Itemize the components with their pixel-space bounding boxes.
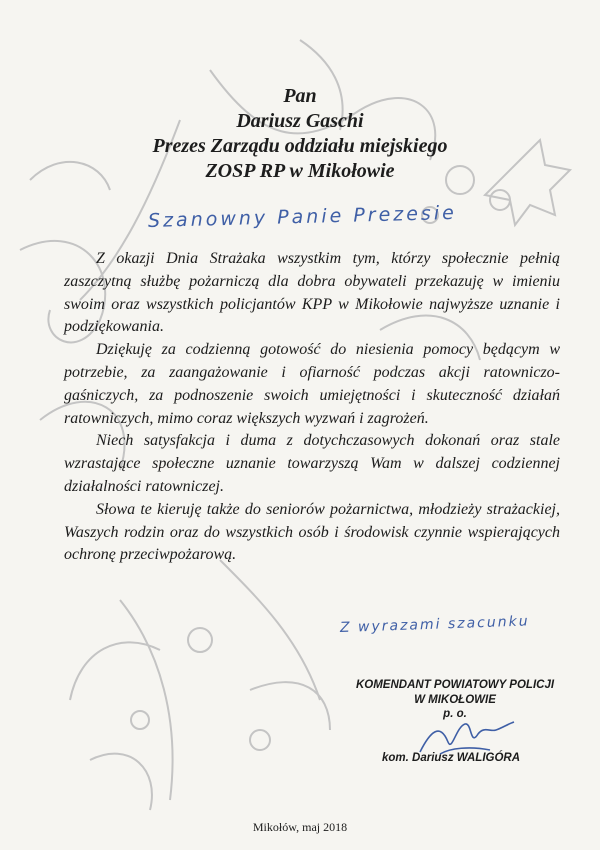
handwritten-greeting: Szanowny Panie Prezesie [147, 201, 458, 232]
paragraph-3: Niech satysfakcja i duma z dotychczasowych dokonań oraz stale wzrastające społeczne uznanie towarzyszą Wam w dalszej codziennej działalności ratowniczej. [64, 432, 560, 495]
addressee-organization: ZOSP RP w Mikołowie [205, 160, 395, 182]
paragraph-2: Dziękuję za codzienną gotowość do niesienia pomocy będącym w potrzebie, za zaangażowanie i ofiarność podczas akcji ratowniczo-gaśniczych, za podnoszenie swoich umiejętności i skuteczność działań ratowniczych, mimo coraz większych wyzwań i zagrożeń. [64, 341, 560, 427]
signature-location: W MIKOŁOWIE [414, 693, 496, 706]
signature-acting: p. o. [443, 708, 467, 720]
letter-body [64, 248, 560, 567]
addressee-block [0, 84, 600, 184]
paragraph-4: Słowa te kieruję także do seniorów pożarnictwa, młodzieży strażackiej, Waszych rodzin oraz do wszystkich osób i środowisk czynnie wspierających ochronę przeciwpożarową. [64, 500, 560, 564]
place-and-date: Mikołów, maj 2018 [252, 820, 348, 834]
addressee-name: Dariusz Gaschi [236, 110, 364, 132]
signature-office: KOMENDANT POWIATOWY POLICJI [355, 679, 555, 691]
addressee-title: Prezes Zarządu oddziału miejskiego [152, 135, 448, 157]
addressee-line-1: Pan [283, 85, 317, 107]
handwritten-closing: Z wyrazami szacunku [339, 613, 530, 636]
paragraph-1: Z okazji Dnia Strażaka wszystkim tym, którzy społecznie pełnią zaszczytną służbę pożarniczą dla dobra obywateli przekazuję w imieniu swoim oraz wszystkich policjantów KPP w Mikołowie najwyższe uznanie i podziękowania. [64, 250, 560, 336]
signer-name: kom. Dariusz WALIGÓRA [382, 752, 521, 764]
